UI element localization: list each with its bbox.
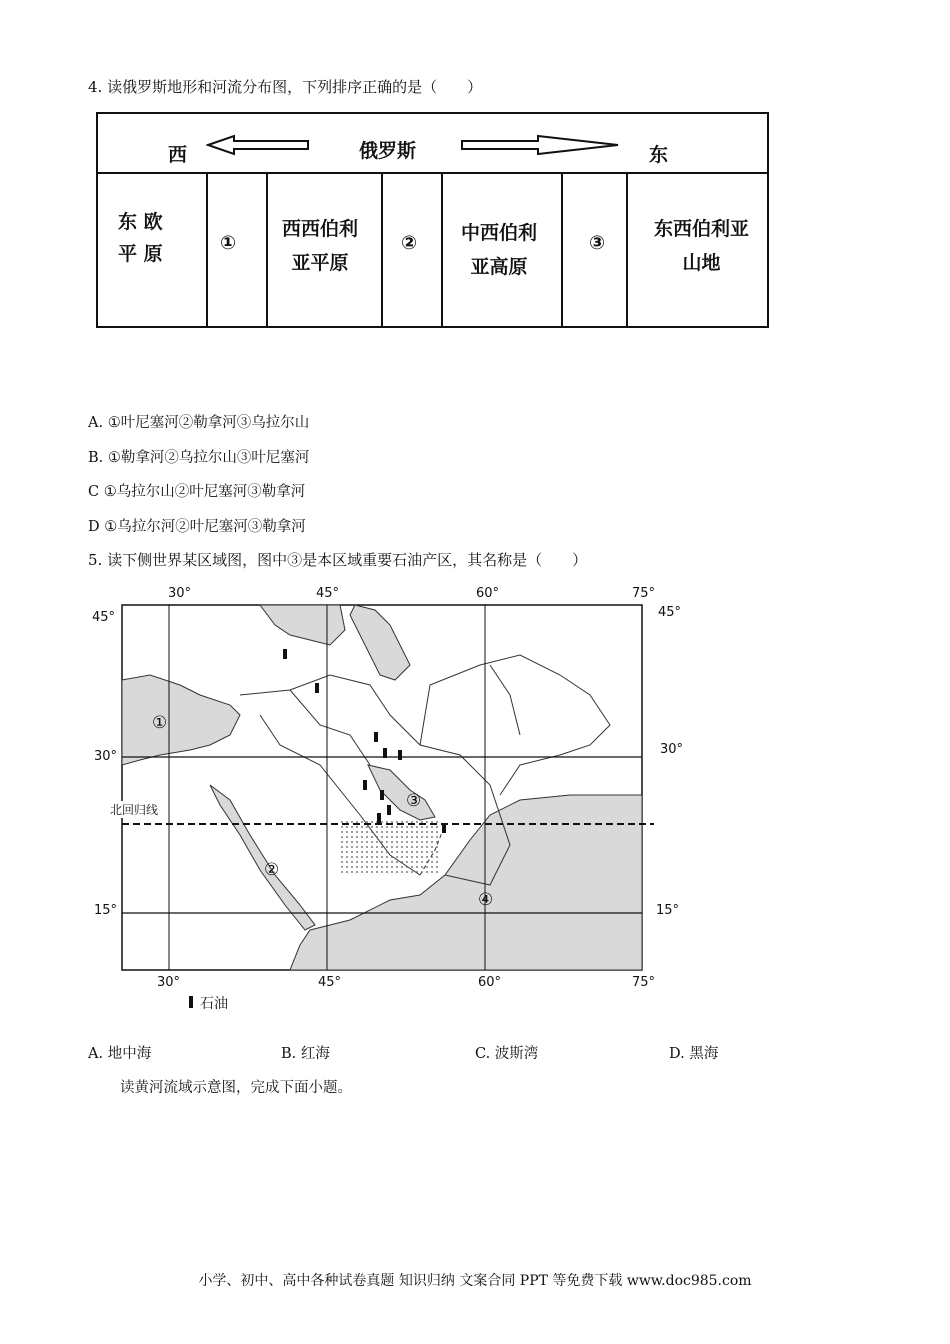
tropic-label: 北回归线: [110, 803, 159, 817]
lon-label: 45°: [318, 975, 342, 990]
lat-label: 45°: [92, 610, 116, 625]
lon-label: 45°: [316, 586, 340, 601]
lon-label: 60°: [476, 586, 500, 601]
russia-label: 俄罗斯: [359, 140, 417, 162]
west-arrow-icon: [206, 134, 310, 156]
lat-label: 45°: [658, 605, 682, 620]
map-marker-1: ①: [152, 713, 168, 733]
option-d[interactable]: D. 黑海: [669, 1046, 719, 1062]
lat-label: 30°: [660, 742, 684, 757]
table-cell: 西西伯利 亚平原: [268, 172, 383, 327]
option-a[interactable]: A. ①叶尼塞河②勒拿河③乌拉尔山: [88, 415, 310, 431]
table-cell: ③: [563, 172, 628, 327]
option-d[interactable]: D ①乌拉尔河②叶尼塞河③勒拿河: [88, 519, 306, 535]
west-label: 西: [168, 144, 188, 166]
table-cell: 东 欧 平 原: [98, 172, 208, 327]
east-label: 东: [649, 144, 669, 166]
russia-terrain-table: [96, 112, 769, 328]
oil-legend-icon: [187, 995, 195, 1009]
option-a[interactable]: A. 地中海: [88, 1046, 152, 1062]
table-cell: 中西伯利 亚高原: [443, 172, 563, 327]
table-header: [98, 114, 767, 174]
lat-label: 15°: [94, 903, 118, 918]
question-5-stem: 5. 读下侧世界某区域图，图中③是本区域重要石油产区，其名称是（ ）: [88, 551, 588, 569]
option-b[interactable]: B. 红海: [281, 1046, 330, 1062]
table-cell: ②: [383, 172, 443, 327]
map-marker-3: ③: [406, 791, 422, 811]
legend-label: 石油: [200, 996, 228, 1012]
option-c[interactable]: C ①乌拉尔山②叶尼塞河③勒拿河: [88, 484, 306, 500]
lon-label: 75°: [632, 586, 656, 601]
section-intro: 读黄河流域示意图，完成下面小题。: [120, 1080, 352, 1096]
lon-label: 60°: [478, 975, 502, 990]
lat-label: 30°: [94, 749, 118, 764]
map-marker-4: ④: [478, 890, 494, 910]
map-marker-2: ②: [264, 860, 280, 880]
table-cell: 东西伯利亚 山地: [654, 218, 750, 274]
option-c[interactable]: C. 波斯湾: [475, 1046, 539, 1062]
lon-label: 30°: [168, 586, 192, 601]
middle-east-map: [90, 585, 684, 1015]
question-4-stem: 4. 读俄罗斯地形和河流分布图，下列排序正确的是（ ）: [88, 78, 483, 96]
east-arrow-icon: [460, 134, 620, 156]
lon-label: 75°: [632, 975, 656, 990]
page-footer: 小学、初中、高中各种试卷真题 知识归纳 文案合同 PPT 等免费下载 www.doc985.com: [198, 1273, 752, 1289]
lat-label: 15°: [656, 903, 680, 918]
option-b[interactable]: B. ①勒拿河②乌拉尔山③叶尼塞河: [88, 450, 310, 466]
table-cell: ①: [208, 172, 268, 327]
lon-label: 30°: [157, 975, 181, 990]
